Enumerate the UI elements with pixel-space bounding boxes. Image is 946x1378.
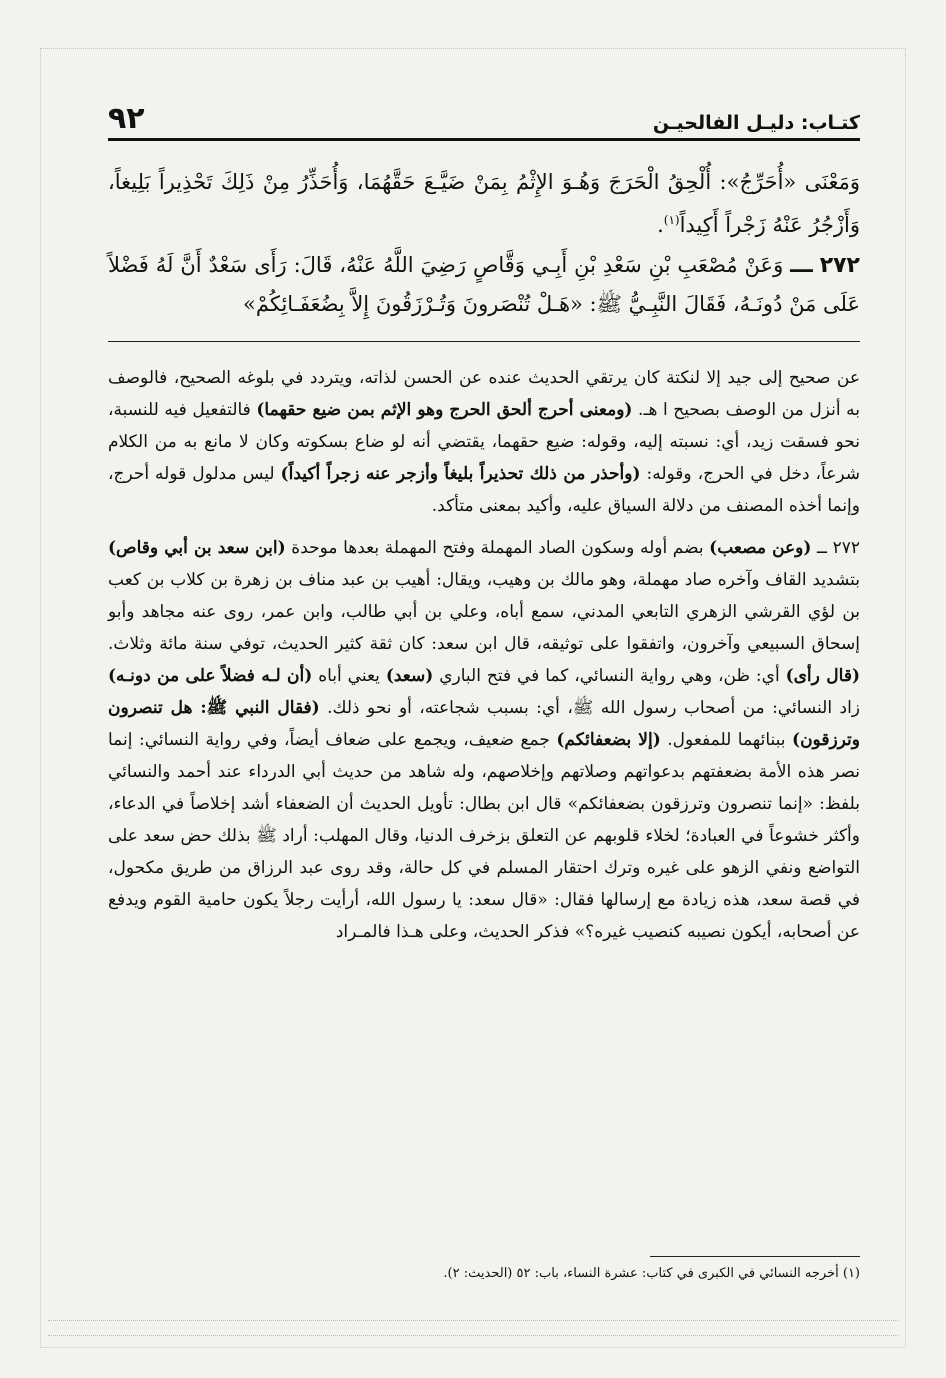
- section-divider: [108, 341, 860, 342]
- matn-line-1: وَمَعْنَى «أُحَرِّجُ»: أُلْحِقُ الْحَرَجَ وَهُـوَ الإِثْمُ بِمَنْ ضَيَّـعَ حَقَّهُمَا، وَأُحَذِّرُ مِنْ ذَلِكَ تَحْذِيراً: [158, 170, 860, 194]
- commentary-text: عن صحيح إلى جيد إلا لنكتة كان يرتقي الحديث عنده عن الحسن لذاته، ويتردد في بلوغه الصحيح، فالوصف به أنزل من الوصف بصحيح ا هـ.: [108, 368, 860, 420]
- running-header: [108, 100, 860, 141]
- hadith-text-block: [108, 163, 860, 323]
- commentary-text: ٢٧٢ ــ: [811, 538, 860, 558]
- commentary-text: ليس مدلول قوله أحرج، وإنما أخذه المصنف من دلالة السياق عليه، وأكيد بمعنى متأكد.: [108, 464, 860, 516]
- commentary-paragraph-1: [108, 362, 860, 522]
- commentary-bold: (أن لـه فضلاً على من دونـه): [108, 666, 313, 686]
- bottom-ornament-border: [48, 1320, 898, 1336]
- commentary-text: جمع ضعيف، ويجمع على ضعاف أيضاً، وفي رواية النسائي: إنما نصر هذه الأمة بضعفتهم بدعواتهم وصلاتهم وإخلاصهم، وله شاهد من حديث أبي الدرداء عند أحمد والنسائي بلفظ: «إنما تنصرون وترزقون بضعفائكم» قال ابن بطال: تأويل الحديث أن الضعفاء أشد إخلاصاً في الدعاء، وأكثر خشوعاً في العبادة؛ لخلاء قلوبهم عن التعلق بزخرف الدنيا، وقال المهلب: أراد ﷺ بذلك حض سعد على التواضع ونفي الزهو على غيره وترك احتقار المسلم في كل حالة، وقد روى عبد الرزاق من طريق مكحول، في قصة سعد، هذه زيادة مع إرسالها فقال: «قال سعد: يا رسول الله، أرأيت رجلاً يكون حامية القوم ويدفع عن أصحابه، أيكون نصيبه كنصيب غيره؟» فذكر الحديث، وعلى هـذا فالمـراد: [108, 730, 860, 942]
- commentary-bold: (إلا بضعفائكم): [556, 730, 661, 750]
- footnote-rule: [650, 1256, 860, 1257]
- footnote-area: [108, 1256, 860, 1283]
- hadith-body: وَعَنْ مُصْعَبِ بْنِ سَعْدِ بْنِ أَبِـي وَقَّاصٍ رَضِيَ اللَّهُ عَنْهُ، قَالَ: رَأَى سَعْدٌ أَنَّ لَهُ فَضْلاً عَلَى مَنْ دُونَـهُ، فَقَالَ النَّبِـيُّ ﷺ: «هَـلْ تُنْصَرونَ وَتُـرْزَقُونَ إِلاَّ بِضُعَفَـائِكُمْ»: [108, 253, 860, 316]
- commentary-text: فالتفعيل فيه للنسبة، نحو فسقت زيد، أي: نسبته إليه، وقوله: ضيع حقهما، يقتضي أنه لو ضاع بسكوته وكان لا مانع به من الكلام شرعاً، دخل في الحرج، وقوله:: [108, 400, 860, 484]
- commentary-bold: (ابن سعد بن أبي وقاص): [108, 538, 286, 558]
- book-title: كتـاب: دليـل الفالحيـن: [652, 112, 860, 134]
- commentary-text: يعني أباه: [312, 666, 386, 686]
- commentary-paragraph-2: [108, 532, 860, 948]
- commentary-text: بضم أوله وسكون الصاد المهملة وفتح المهملة بعدها موحدة: [285, 538, 710, 558]
- commentary-bold: (قال رأى): [785, 666, 860, 686]
- matn-line-2: بَلِيغاً، وَأَزْجُرُ عَنْهُ زَجْراً أَكِيداً: [108, 170, 860, 237]
- commentary-bold: (وأحذر من ذلك تحذيراً بليغاً وأزجر عنه زجراً أكيداً): [280, 464, 641, 484]
- document-page: [108, 100, 860, 958]
- commentary-text: زاد النسائي: من أصحاب رسول الله ﷺ، أي: بسبب شجاعته، أو نحو ذلك.: [319, 698, 860, 718]
- footnote-1: (١) أخرجه النسائي في الكبرى في كتاب: عشرة النساء، باب: ٥٢ (الحديث: ٢).: [443, 1266, 860, 1281]
- hadith-number: ٢٧٢: [819, 253, 860, 278]
- commentary-block: [108, 362, 860, 948]
- commentary-text: بتشديد القاف وآخره صاد مهملة، وهو مالك بن وهيب، ويقال: أهيب بن عبد مناف بن زهرة بن كلاب بن كعب بن لؤي القرشي الزهري التابعي المدني، سمع أباه، وعلي بن أبي طالب، وابن عمر، روى عنه مجاهد وأبو إسحاق السبيعي وآخرون، واتفقوا على توثيقه، قال ابن سعد: كان ثقة كثير الحديث، توفي سنة مائة وثلاث.: [108, 570, 860, 654]
- commentary-bold: (سعد): [385, 666, 434, 686]
- commentary-bold: (ومعنى أحرج ألحق الحرج وهو الإثم بمن ضيع حقهما): [256, 400, 633, 420]
- commentary-bold: (فقال النبي ﷺ: هل تنصرون وترزقون): [108, 698, 860, 750]
- commentary-text: ببنائهما للمفعول.: [660, 730, 793, 750]
- footnote-reference: (١): [663, 213, 680, 227]
- commentary-bold: (وعن مصعب): [709, 538, 812, 558]
- commentary-text: أي: ظن، وهي رواية النسائي، كما في فتح الباري: [433, 666, 786, 686]
- matn-paragraph-1: وَمَعْنَى «أُحَرِّجُ»: أُلْحِقُ الْحَرَجَ وَهُـوَ الإِثْمُ بِمَنْ ضَيَّـعَ حَقَّهُمَا، وَأُحَذِّرُ مِنْ ذَلِكَ تَحْذِيراً بَلِيغاً، وَأَزْجُرُ عَنْهُ زَجْراً أَكِيداً$^{(١)}$.: [108, 170, 860, 237]
- page-number: ٩٢: [108, 101, 145, 136]
- hadith-dash: ـــ: [790, 253, 813, 278]
- matn-hadith-272: [108, 246, 860, 323]
